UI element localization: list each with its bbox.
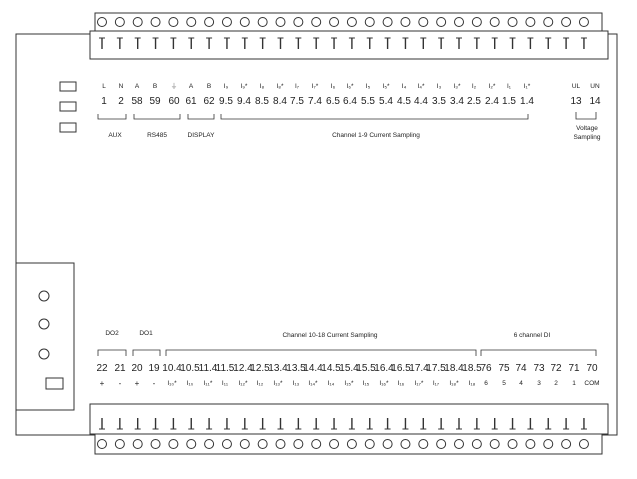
bottom-terminal-label: I₁₁ [221,380,229,387]
top-terminal-number: 1.5 [502,96,516,107]
top-terminal-label: B [152,83,158,90]
bottom-terminal-label: I₁₈ [468,380,476,387]
top-terminal-label: I₄* [417,83,425,90]
top-terminal-number: 60 [168,96,180,107]
rs485-label: RS485 [147,132,167,139]
rs485-bracket [134,114,180,119]
top-terminal-label: I₈* [276,83,284,90]
bottom-terminal-number: 18.5 [462,363,482,374]
top-terminal-label: I₃ [436,83,442,90]
bottom-terminal-label: I₁₂* [238,380,248,387]
bottom-terminal-number: 18.4 [444,363,464,374]
channel-10-18-bracket [166,350,476,356]
di-terminal-label: 6 [484,380,488,387]
top-terminal-label: I₆* [346,83,354,90]
voltage-terminal-number: 13 [570,96,582,107]
top-terminal-number: 4.4 [414,96,428,107]
top-terminal-label: L [102,83,106,90]
top-terminal-number: 8.5 [255,96,269,107]
top-terminal-label: I₈ [259,83,265,90]
do-terminal-polarity: - [152,379,156,388]
do2-label: DO2 [105,330,119,337]
di-label: 6 channel DI [513,332,551,339]
do-terminal-number: 21 [114,363,126,374]
top-terminal-number: 61 [185,96,197,107]
di-terminal-label: 2 [554,380,558,387]
di-terminal-number: 73 [533,363,545,374]
top-terminal-number: 1 [101,96,107,107]
top-terminal-labels [102,82,600,90]
di-terminal-number: 71 [568,363,580,374]
voltage-terminal-label: UL [571,83,581,90]
di-terminal-number: 76 [480,363,492,374]
top-terminal-label: I₁ [507,83,511,90]
top-terminal-number: 7.4 [308,96,322,107]
voltage-label-line2: Sampling [573,134,601,141]
bottom-terminal-numbers [96,363,598,374]
top-terminal-number: 2 [118,96,124,107]
top-terminal-number: 3.5 [432,96,446,107]
bottom-terminal-number: 12.4 [233,363,253,374]
do-terminal-polarity: - [118,379,122,388]
bottom-terminal-label: I₁₄ [327,380,335,387]
bottom-terminal-number: 14.4 [303,363,323,374]
do-terminal-number: 22 [96,363,108,374]
top-terminal-number: 62 [203,96,215,107]
bottom-terminal-label: I₁₃* [273,380,283,387]
top-terminal-number: 2.5 [467,96,481,107]
top-terminal-label: I₅* [382,83,390,90]
channel-1-9-bracket [221,114,528,119]
top-terminal-label: I₂ [471,83,477,90]
bottom-terminal-label: I₁₁* [203,380,213,387]
top-terminal-label: I₅ [365,83,371,90]
bottom-terminal-number: 13.5 [286,363,306,374]
bottom-terminal-number: 12.5 [250,363,270,374]
top-terminal-label: I₄ [401,83,407,90]
bottom-terminal-label: I₁₅ [362,380,370,387]
indicator-slot-1 [60,82,76,91]
di-terminal-number: 74 [515,363,527,374]
voltage-label-line1: Voltage [576,125,598,132]
bottom-terminal-number: 15.4 [339,363,359,374]
top-terminal-number: 59 [149,96,161,107]
bottom-terminal-label: I₁₀* [167,380,177,387]
do-terminal-number: 19 [148,363,160,374]
bottom-terminal-number: 16.5 [391,363,411,374]
di-terminal-label: COM [584,380,600,387]
bottom-terminal-label: I₁₄* [308,380,318,387]
bottom-terminal-number: 16.4 [374,363,394,374]
top-terminal-label: I₂* [488,83,496,90]
top-terminal-number: 5.5 [361,96,375,107]
top-terminal-number: 1.4 [520,96,534,107]
do-terminal-polarity: + [99,379,105,388]
bottom-terminal-number: 10.5 [180,363,200,374]
di-terminal-number: 75 [498,363,510,374]
display-label: DISPLAY [187,132,215,139]
bottom-terminal-label: I₁₃ [292,380,300,387]
di-terminal-label: 3 [537,380,541,387]
top-terminal-label: B [206,83,212,90]
top-terminal-number: 6.5 [326,96,340,107]
top-terminal-number: 58 [131,96,143,107]
top-terminal-number: 3.4 [450,96,464,107]
bottom-terminal-labels [100,379,600,388]
di-terminal-label: 1 [572,380,576,387]
top-terminal-number: 4.5 [397,96,411,107]
indicator-slot-2 [60,102,76,111]
do-terminal-polarity: + [134,379,140,388]
top-terminal-label: I₁* [523,83,531,90]
channel-1-9-label: Channel 1-9 Current Sampling [332,132,420,139]
bottom-terminal-label: I₁₆* [379,380,389,387]
bottom-terminal-label: I₁₆ [397,380,405,387]
di-bracket [481,350,596,356]
top-terminal-number: 7.5 [290,96,304,107]
voltage-terminal-number: 14 [589,96,601,107]
bottom-terminal-number: 11.4 [198,363,218,374]
aux-label: AUX [108,132,122,139]
top-terminal-number: 2.4 [485,96,499,107]
top-terminal-label: A [188,83,194,90]
top-terminal-label: A [134,83,140,90]
top-terminal-label: I₉ [223,83,229,90]
bottom-terminal-number: 17.5 [426,363,446,374]
bottom-terminal-number: 10.4 [162,363,182,374]
top-terminal-numbers [101,96,601,107]
top-terminal-label: I₃* [453,83,461,90]
indicator-slot-3 [60,123,76,132]
top-terminal-label: I₇ [294,83,300,90]
top-terminal-number: 5.4 [379,96,393,107]
bottom-terminal-label: I₁₇* [414,380,424,387]
top-terminal-label: N [118,83,124,90]
di-terminal-label: 4 [519,380,523,387]
do2-bracket [98,350,126,356]
do1-label: DO1 [139,330,153,337]
display-bracket [188,114,214,119]
bottom-terminal-number: 14.5 [321,363,341,374]
top-terminal-label: ⏚ [170,83,178,90]
voltage-terminal-label: UN [590,83,600,90]
top-terminal-number: 9.4 [237,96,251,107]
bottom-terminal-label: I₁₇ [432,380,440,387]
bottom-terminal-label: I₁₀ [186,380,194,387]
bottom-terminal-number: 17.4 [409,363,429,374]
top-terminal-label: I₆ [330,83,336,90]
bottom-terminal-label: I₁₂ [256,380,264,387]
voltage-bracket [576,112,596,119]
device-body [16,34,617,435]
di-terminal-number: 70 [586,363,598,374]
top-terminal-label: I₇* [311,83,319,90]
bottom-terminal-number: 15.5 [356,363,376,374]
do-terminal-number: 20 [131,363,143,374]
bottom-terminal-label: I₁₈* [449,380,459,387]
bottom-terminal-label: I₁₅* [344,380,354,387]
top-terminal-number: 9.5 [219,96,233,107]
aux-bracket [98,114,126,119]
bottom-terminal-number: 13.4 [268,363,288,374]
di-terminal-number: 72 [550,363,562,374]
top-terminal-number: 6.4 [343,96,357,107]
bottom-terminal-number: 11.5 [215,363,235,374]
di-terminal-label: 5 [502,380,506,387]
top-terminal-label: I₉* [240,83,248,90]
do1-bracket [133,350,160,356]
channel-10-18-label: Channel 10-18 Current Sampling [282,332,378,339]
side-connector-block [16,263,74,410]
top-terminal-number: 8.4 [273,96,287,107]
